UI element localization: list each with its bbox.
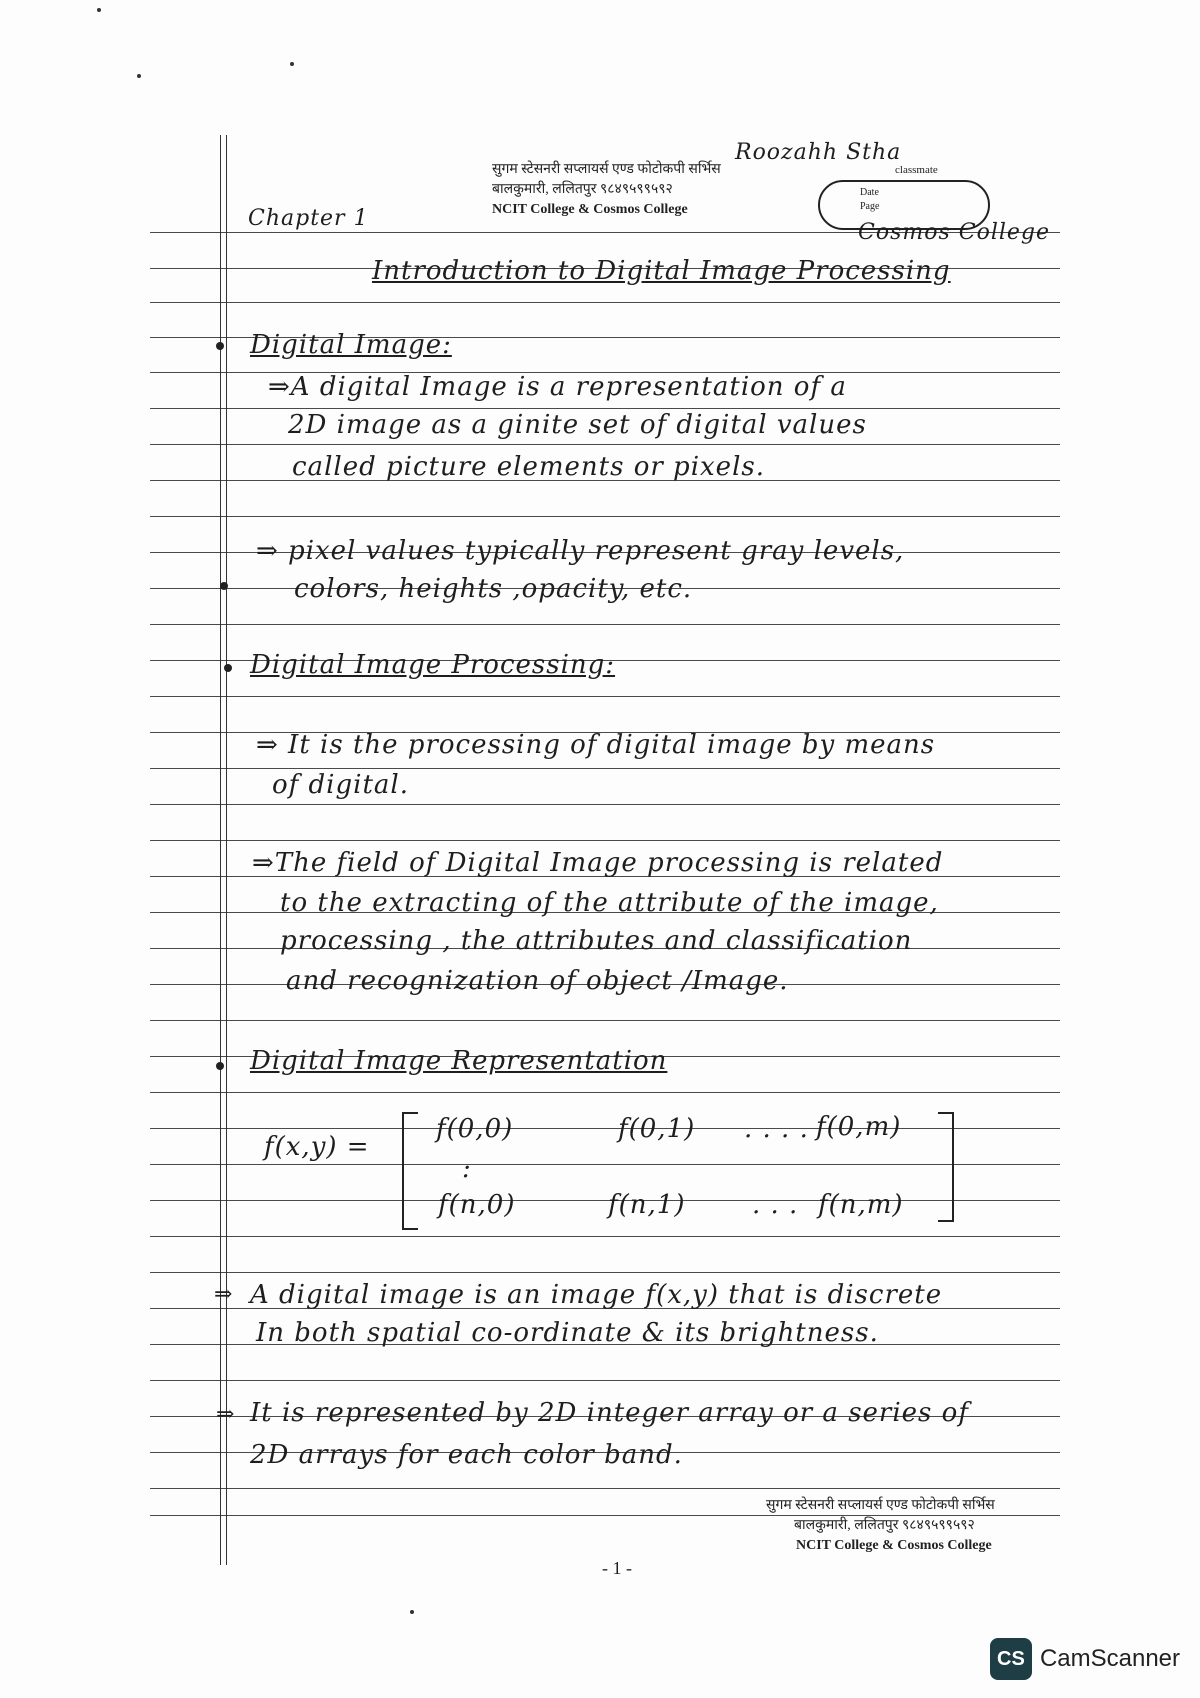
chapter-label: Chapter 1 <box>248 206 369 231</box>
ruled-line <box>150 1380 1060 1381</box>
text-line: colors, heights ,opacity, etc. <box>294 574 693 604</box>
ruled-line <box>150 696 1060 697</box>
page-label: Page <box>860 201 880 212</box>
ruled-line <box>150 1164 1060 1165</box>
matrix-cell: f(0,0) <box>436 1114 514 1144</box>
ruled-line <box>150 624 1060 625</box>
ruled-line <box>150 1092 1060 1093</box>
footer-stamp <box>766 1496 995 1556</box>
speck <box>97 8 101 12</box>
page-number: - 1 - <box>602 1558 632 1578</box>
matrix-cell: f(0,1) <box>618 1114 696 1144</box>
text-line: It is represented by 2D integer array or a series of <box>250 1398 969 1428</box>
stamp-line-3: NCIT College & Cosmos College <box>492 202 688 217</box>
stamp-line-3: NCIT College & Cosmos College <box>796 1538 992 1553</box>
matrix-right-bracket <box>938 1112 954 1222</box>
text-line: ⇒A digital Image is a representation of a <box>268 372 847 402</box>
matrix-dots: . . . . <box>744 1114 809 1144</box>
ruled-line <box>150 516 1060 517</box>
matrix-lhs: f(x,y) = <box>264 1132 370 1162</box>
text-line: called picture elements or pixels. <box>292 452 765 482</box>
matrix-dots: . . . <box>752 1190 799 1220</box>
speck <box>290 62 294 66</box>
arrow: ⇒ <box>214 1282 234 1307</box>
header-stamp <box>492 160 721 220</box>
bullet <box>216 1062 224 1070</box>
ruled-line <box>150 1272 1060 1273</box>
ruled-line <box>150 408 1060 409</box>
speck <box>137 74 141 78</box>
ruled-line <box>150 302 1060 303</box>
margin-line <box>226 135 227 1565</box>
text-line: processing , the attributes and classification <box>280 926 913 956</box>
bullet <box>220 582 228 590</box>
ruled-line <box>150 1020 1060 1021</box>
matrix-cell: f(0,m) <box>816 1112 902 1142</box>
ruled-line <box>150 1200 1060 1201</box>
speck <box>410 1610 414 1614</box>
date-label: Date <box>860 187 879 198</box>
text-line: In both spatial co-ordinate & its brightness. <box>256 1318 879 1348</box>
ruled-line <box>150 1128 1060 1129</box>
text-line: of digital. <box>272 770 409 800</box>
text-line: ⇒ It is the processing of digital image by means <box>256 730 936 760</box>
heading-digital-image: Digital Image: <box>250 330 452 360</box>
camscanner-label: CamScanner <box>1039 1645 1180 1672</box>
camscanner-logo-icon: CS <box>990 1638 1032 1680</box>
matrix-vdots: : <box>462 1154 472 1184</box>
text-line: ⇒ pixel values typically represent gray levels, <box>256 536 905 566</box>
stamp-line-2: बालकुमारी, ललितपुर ९८४९५९९५९२ <box>794 1518 975 1533</box>
ruled-line <box>150 1236 1060 1237</box>
matrix-cell: f(n,1) <box>608 1190 686 1220</box>
stamp-line-1: सुगम स्टेसनरी सप्लायर्स एण्ड फोटोकपी सर्भिस <box>766 1498 995 1513</box>
text-line: ⇒The field of Digital Image processing is related <box>252 848 944 878</box>
heading-dip: Digital Image Processing: <box>250 650 616 680</box>
matrix-cell: f(n,0) <box>438 1190 516 1220</box>
stamp-line-2: बालकुमारी, ललितपुर ९८४९५९९५९२ <box>492 182 673 197</box>
text-line: A digital image is an image f(x,y) that is discrete <box>250 1280 943 1310</box>
ruled-line <box>150 804 1060 805</box>
text-line: 2D image as a ginite set of digital values <box>288 410 867 440</box>
text-line: to the extracting of the attribute of the image, <box>280 888 939 918</box>
page-title: Introduction to Digital Image Processing <box>372 256 951 286</box>
matrix-left-bracket <box>402 1112 418 1230</box>
ruled-line <box>150 444 1060 445</box>
ruled-line <box>150 840 1060 841</box>
text-line: 2D arrays for each color band. <box>250 1440 683 1470</box>
stamp-line-1: सुगम स्टेसनरी सप्लायर्स एण्ड फोटोकपी सर्भिस <box>492 162 721 177</box>
ruled-line <box>150 1488 1060 1489</box>
classmate-label: classmate <box>895 164 938 176</box>
matrix-cell: f(n,m) <box>818 1190 904 1220</box>
ruled-line <box>150 768 1060 769</box>
bullet <box>216 342 224 350</box>
camscanner-watermark <box>990 1638 1180 1680</box>
text-line: and recognization of object /Image. <box>286 966 789 996</box>
heading-representation: Digital Image Representation <box>250 1046 668 1076</box>
date-page-labels <box>860 186 879 214</box>
college-handwritten: Cosmos College <box>858 220 1051 245</box>
bullet <box>224 664 232 672</box>
arrow: ⇒ <box>216 1402 236 1427</box>
author-name: Roozahh Stha <box>735 140 902 165</box>
